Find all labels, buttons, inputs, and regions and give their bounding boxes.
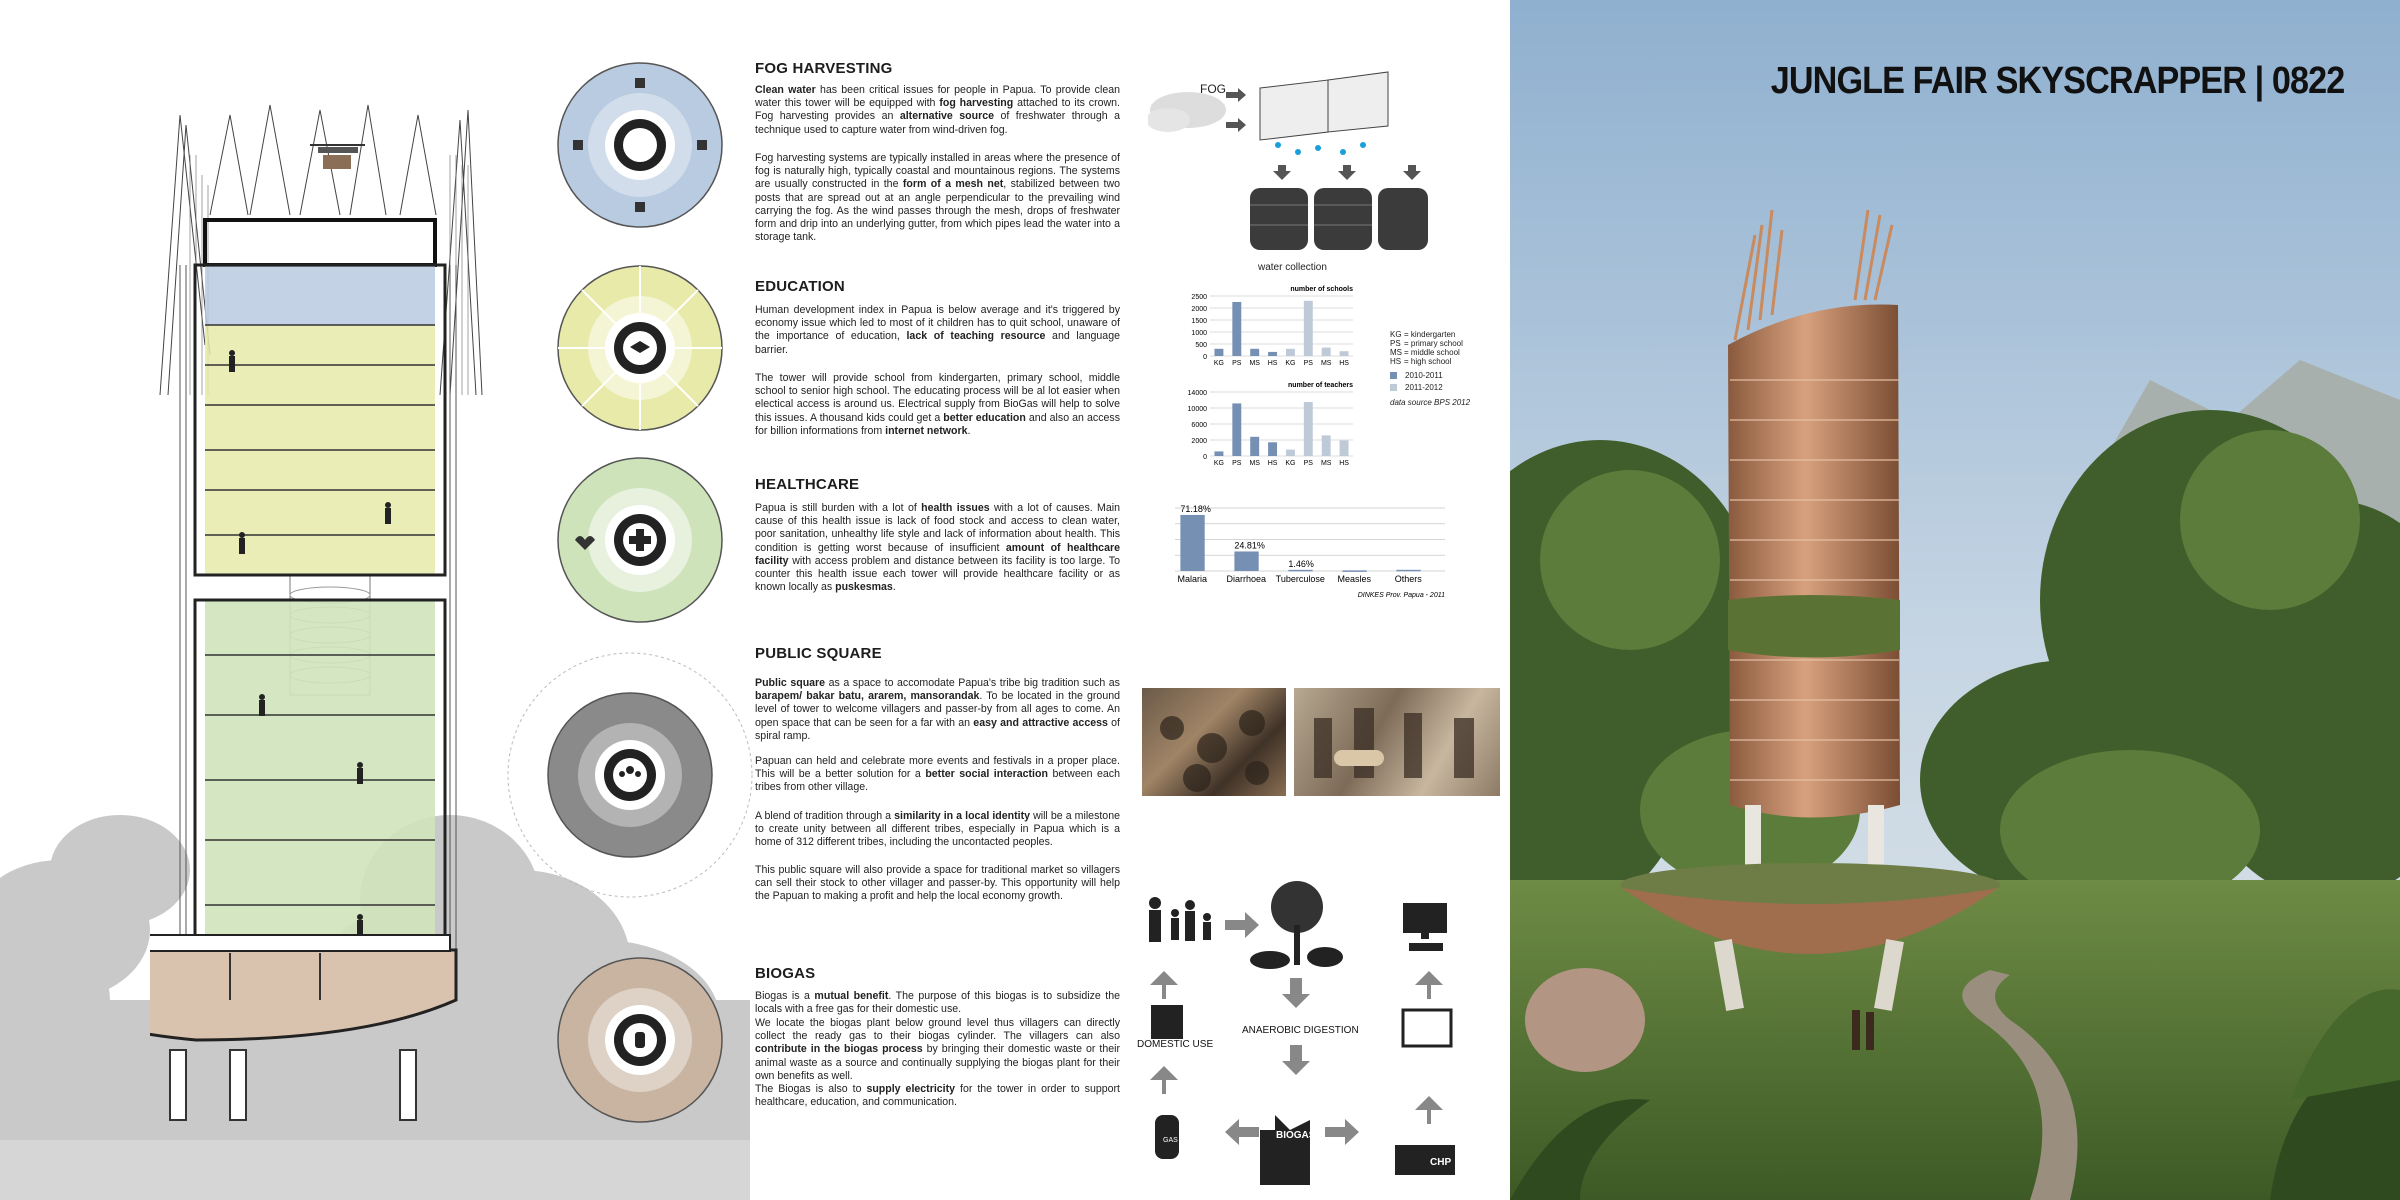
legend-item-code: MS: [1390, 348, 1402, 357]
schools-bar: [1286, 349, 1295, 356]
teachers-bar: [1268, 442, 1277, 456]
public-square-diagram: [505, 650, 755, 900]
fog-label: FOG: [1200, 82, 1226, 96]
schools-bar: [1232, 302, 1241, 356]
teachers-ytick: 10000: [1187, 406, 1207, 413]
water-collection-caption: water collection: [1258, 262, 1327, 273]
schools-bar: [1268, 352, 1277, 356]
teachers-xtick: MS: [1320, 460, 1332, 467]
legend-item-desc: = primary school: [1404, 339, 1463, 348]
fog-text-1: Clean water has been critical issues for people in Papua. To provide clean water this tower will be equipped with fog harvesting attached to its crown. Fog harvesting provides an alternative source of freshwater through a technique used to capture water from wind-driven fog.: [755, 84, 1121, 136]
schools-xtick: MS: [1249, 360, 1260, 367]
teachers-bar: [1304, 402, 1313, 456]
disease-category-label: Tuberculose: [1275, 574, 1325, 584]
domestic-use-label: DOMESTIC USE: [1137, 1039, 1214, 1050]
teachers-xtick: PS: [1303, 460, 1313, 467]
tribal-dance-photo: [1294, 688, 1500, 796]
teachers-title: number of teachers: [1288, 382, 1353, 389]
biogas-title: BIOGAS: [755, 965, 816, 982]
fog-title: FOG HARVESTING: [755, 60, 893, 77]
schools-xtick: PS: [1303, 360, 1313, 367]
disease-value-label: 71.18%: [1180, 503, 1211, 514]
schools-bar: [1304, 301, 1313, 356]
legend-series-name: 2010-2011: [1405, 371, 1443, 380]
public-square-text-2: Papuan can held and celebrate more events and festivals in a proper place. This will be a better solution for a better social interaction between each tribes from other village.: [755, 755, 1120, 794]
teachers-ytick: 6000: [1191, 422, 1207, 429]
disease-bar: [1342, 570, 1366, 572]
education-diagram: [555, 263, 725, 433]
legend-source: data source BPS 2012: [1390, 398, 1471, 407]
schools-xtick: HS: [1267, 360, 1278, 367]
healthcare-title: HEALTHCARE: [755, 476, 860, 493]
legend-series-name: 2011-2012: [1405, 383, 1443, 392]
legend-item: [1390, 339, 1470, 348]
disease-chart: [1170, 493, 1450, 605]
teachers-ytick: 0: [1203, 454, 1207, 461]
schools-bar: [1250, 349, 1259, 356]
teachers-xtick: KG: [1213, 460, 1224, 467]
schools-ytick: 2500: [1191, 294, 1207, 301]
schools-bar: [1214, 349, 1223, 356]
legend-series-item: [1390, 383, 1470, 392]
biogas-diagram: [555, 955, 725, 1125]
education-legend: [1390, 330, 1470, 407]
teachers-chart: [1178, 378, 1358, 470]
schools-ytick: 2000: [1191, 306, 1207, 313]
biogas-text-3: The Biogas is also to supply electricity for the tower in order to support healthcare, education, and communication.: [755, 1083, 1120, 1109]
healthcare-text: Papua is still burden with a lot of health issues with a lot of causes. Main cause of this health issue is lack of food stock and access to clean water, poor sanitation, unhealthy life style and lack of information about health. This condition is getting worst because of insufficient amount of healthcare facility with access problem and distance between its facility is too large. To counter this health issue each tower will provide healthcare facility or as known locally as puskesmas.: [755, 502, 1121, 594]
tower-rendering: [1510, 0, 2400, 1200]
disease-value-label: 24.81%: [1234, 540, 1265, 551]
tribal-gathering-photo: [1142, 688, 1286, 796]
schools-bar: [1340, 351, 1349, 356]
legend-item: [1390, 348, 1470, 357]
teachers-bar: [1286, 450, 1295, 456]
fog-collection-diagram: [1148, 70, 1428, 275]
legend-item-code: HS: [1390, 357, 1402, 366]
schools-ytick: 500: [1195, 342, 1207, 349]
drone-icon: [310, 145, 365, 169]
disease-bar: [1234, 551, 1258, 571]
schools-xtick: KG: [1213, 360, 1224, 367]
healthcare-diagram: [555, 455, 725, 625]
disease-category-label: Malaria: [1177, 574, 1208, 584]
disease-source: DINKES Prov. Papua - 2011: [1357, 592, 1445, 599]
biogas-text-1: Biogas is a mutual benefit. The purpose of this biogas is to subsidize the locals with a free gas for their domestic use.: [755, 990, 1121, 1016]
schools-ytick: 1000: [1191, 330, 1207, 337]
schools-xtick: MS: [1320, 360, 1332, 367]
legend-item: [1390, 330, 1470, 339]
teachers-ytick: 14000: [1187, 390, 1207, 397]
teachers-bar: [1214, 451, 1223, 456]
public-square-text-3: A blend of tradition through a similarity in a local identity will be a milestone to create unity between all different tribes, especially in Papua which is a home of 312 different tribes, including the uncontacted peoples.: [755, 810, 1120, 849]
legend-series-item: [1390, 371, 1470, 380]
public-square-title: PUBLIC SQUARE: [755, 645, 882, 662]
anaerobic-digestion-label: ANAEROBIC DIGESTION: [1242, 1025, 1359, 1036]
education-text-2: The tower will provide school from kindergarten, primary school, middle school to senior high school. The educating process will be al lot easier when electical access is around us. Electrical supply from BioGas will help to solve this issues. A thousand kids could get a better education and also an access for billion informations from internet network.: [755, 372, 1120, 437]
public-square-text-1: Public square as a space to accomodate Papua's tribe big tradition such as barapem/ bakar batu, ararem, mansorandak. To be located in the ground level of tower to welcome villagers and passer-by from all ages to come. An open space that can be seen for a far with an easy and attractive access of spiral ramp.: [755, 677, 1120, 742]
schools-xtick: PS: [1232, 360, 1242, 367]
legend-swatch: [1390, 384, 1397, 391]
disease-category-label: Diarrhoea: [1226, 574, 1267, 584]
biogas-flow-diagram: [1125, 875, 1510, 1200]
disease-value-label: 1.46%: [1288, 558, 1314, 569]
teachers-xtick: HS: [1267, 460, 1278, 467]
disease-bar: [1288, 570, 1312, 572]
schools-chart: [1178, 282, 1358, 370]
legend-item-code: KG: [1390, 330, 1402, 339]
biogas-text-2: We locate the biogas plant below ground level thus villagers can directly collect the ready gas to their biogas cylinder. The villagers can also contribute in the biogas process by bringing their domestic waste or their animal waste as a source and continually supplying the biogas plant for their own benefits as well.: [755, 1017, 1120, 1082]
rendering-illustration: [1510, 0, 2400, 1200]
schools-xtick: KG: [1285, 360, 1296, 367]
legend-item-code: PS: [1390, 339, 1401, 348]
teachers-xtick: KG: [1285, 460, 1296, 467]
disease-category-label: Others: [1394, 574, 1422, 584]
teachers-bar: [1322, 435, 1331, 456]
schools-xtick: HS: [1339, 360, 1349, 367]
teachers-xtick: HS: [1339, 460, 1349, 467]
education-text-1: Human development index in Papua is below average and it's triggered by economy issue which led to most of it children has to quit school, unaware of the importance of education, lack of teaching resource and language barrier.: [755, 304, 1120, 356]
disease-bar: [1396, 570, 1420, 572]
disease-category-label: Measles: [1337, 574, 1372, 584]
tower-section-drawing: [150, 95, 570, 1125]
gas-label: GAS: [1163, 1137, 1178, 1144]
disease-bar: [1180, 515, 1204, 571]
legend-item: [1390, 357, 1470, 366]
teachers-bar: [1340, 440, 1349, 456]
schools-ytick: 0: [1203, 354, 1207, 361]
biogas-label: BIOGAS: [1276, 1130, 1316, 1141]
headline-title: JUNGLE FAIR SKYSCRAPPER | 0822: [1770, 60, 2344, 102]
legend-swatch: [1390, 372, 1397, 379]
legend-item-desc: = middle school: [1404, 348, 1460, 357]
teachers-bar: [1232, 403, 1241, 456]
public-square-text-4: This public square will also provide a space for traditional market so villagers can sell their stock to other villager and passer-by. This opportunity will help the Papuan to making a profit and help the local economy growth.: [755, 864, 1120, 903]
legend-item-desc: = high school: [1404, 357, 1452, 366]
fog-text-2: Fog harvesting systems are typically installed in areas where the presence of fog is naturally high, typically coastal and mountainous regions. The systems are usually constructed in the form of a mesh net, stabilized between two posts that are spread out at an angle perpendicular to the prevailing wind carrying the fog. As the wind passes through the mesh, drops of freshwater form and drip into an underlying gutter, from which pipes lead the water into a storage tank.: [755, 152, 1120, 244]
schools-ytick: 1500: [1191, 318, 1207, 325]
chp-label: CHP: [1430, 1157, 1452, 1168]
schools-title: number of schools: [1290, 286, 1353, 293]
teachers-ytick: 2000: [1191, 438, 1207, 445]
fog-harvesting-diagram: [555, 60, 725, 230]
teachers-bar: [1250, 437, 1259, 456]
teachers-xtick: MS: [1249, 460, 1260, 467]
legend-item-desc: = kindergarten: [1404, 330, 1456, 339]
education-title: EDUCATION: [755, 278, 845, 295]
schools-bar: [1322, 348, 1331, 356]
teachers-xtick: PS: [1232, 460, 1242, 467]
